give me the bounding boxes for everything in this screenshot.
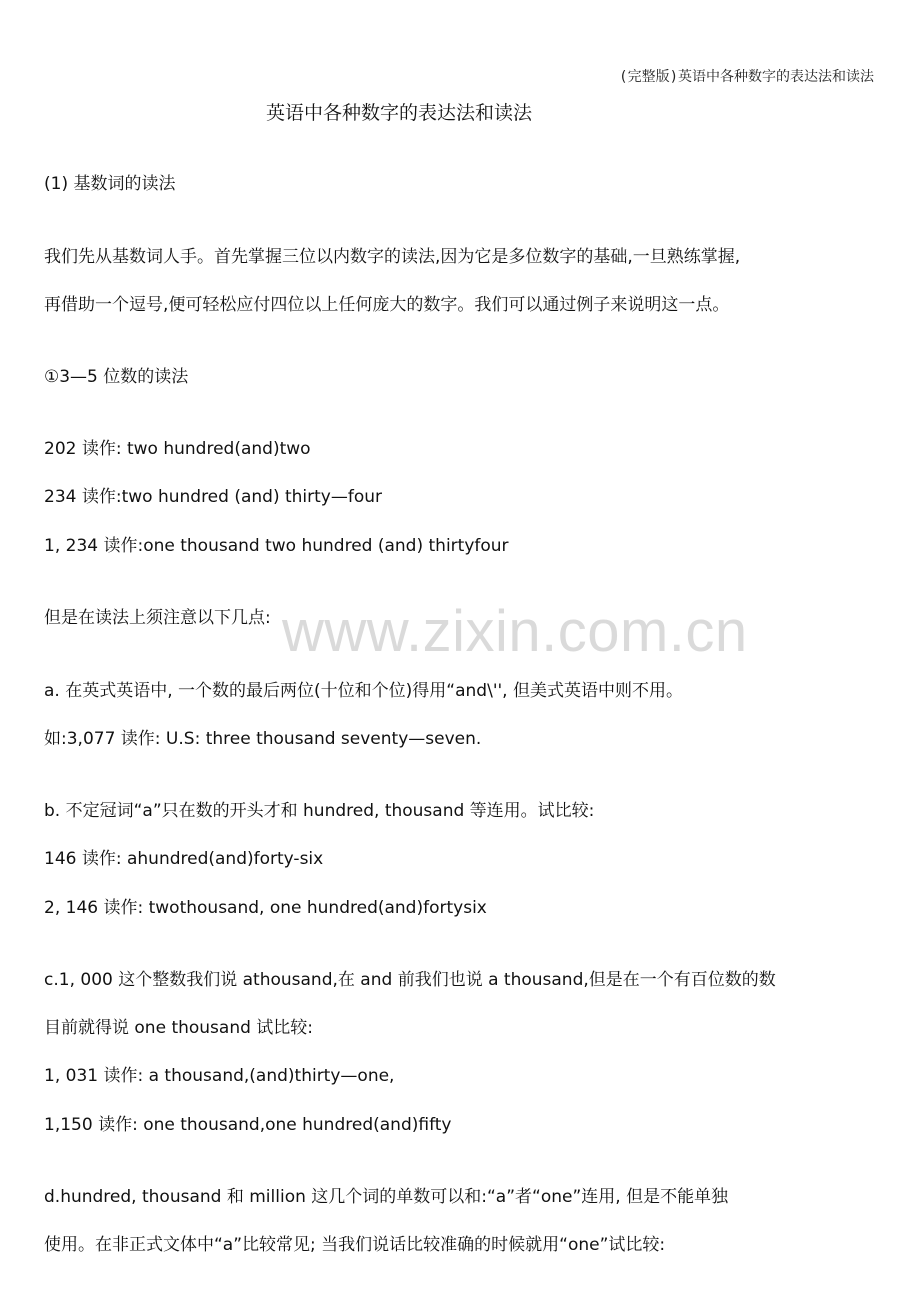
section-heading: (1) 基数词的读法	[44, 174, 176, 194]
paragraph-line: 再借助一个逗号,便可轻松应付四位以上任何庞大的数字。我们可以通过例子来说明这一点。	[44, 295, 730, 315]
watermark: www.zixin.com.cn	[282, 599, 748, 664]
rule-line: 目前就得说 one thousand 试比较:	[44, 1018, 314, 1038]
paragraph-line: 但是在读法上须注意以下几点:	[44, 608, 271, 628]
rule-line: c.1, 000 这个整数我们说 athousand,在 and 前我们也说 a thousand,但是在一个有百位数的数	[44, 970, 776, 990]
example-line: 2, 146 读作: twothousand, one hundred(and)fortysix	[44, 898, 487, 918]
example-line: 202 读作: two hundred(and)two	[44, 439, 311, 459]
example-line: 如:3,077 读作: U.S: three thousand seventy—seven.	[44, 729, 482, 749]
running-header: (完整版)英语中各种数字的表达法和读法	[619, 69, 874, 85]
rule-line: b. 不定冠词“a”只在数的开头才和 hundred, thousand 等连用。试比较:	[44, 801, 595, 821]
example-line: 1,150 读作: one thousand,one hundred(and)fifty	[44, 1115, 452, 1135]
example-line: 234 读作:two hundred (and) thirty—four	[44, 487, 383, 507]
subsection-heading: ①3—5 位数的读法	[44, 367, 189, 387]
paragraph-line: 我们先从基数词人手。首先掌握三位以内数字的读法,因为它是多位数字的基础,一旦熟练掌握,	[44, 247, 741, 267]
rule-line: d.hundred, thousand 和 million 这几个词的单数可以和:“a”者“one”连用, 但是不能单独	[44, 1187, 729, 1207]
example-line: 1, 031 读作: a thousand,(and)thirty—one,	[44, 1066, 395, 1086]
example-line: 146 读作: ahundred(and)forty-six	[44, 849, 324, 869]
rule-line: a. 在英式英语中, 一个数的最后两位(十位和个位)得用“and\'', 但美式英语中则不用。	[44, 681, 683, 701]
example-line: 1, 234 读作:one thousand two hundred (and) thirtyfour	[44, 536, 509, 556]
rule-line: 使用。在非正式文体中“a”比较常见; 当我们说话比较准确的时候就用“one”试比较:	[44, 1235, 666, 1255]
document-title: 英语中各种数字的表达法和读法	[266, 102, 533, 124]
